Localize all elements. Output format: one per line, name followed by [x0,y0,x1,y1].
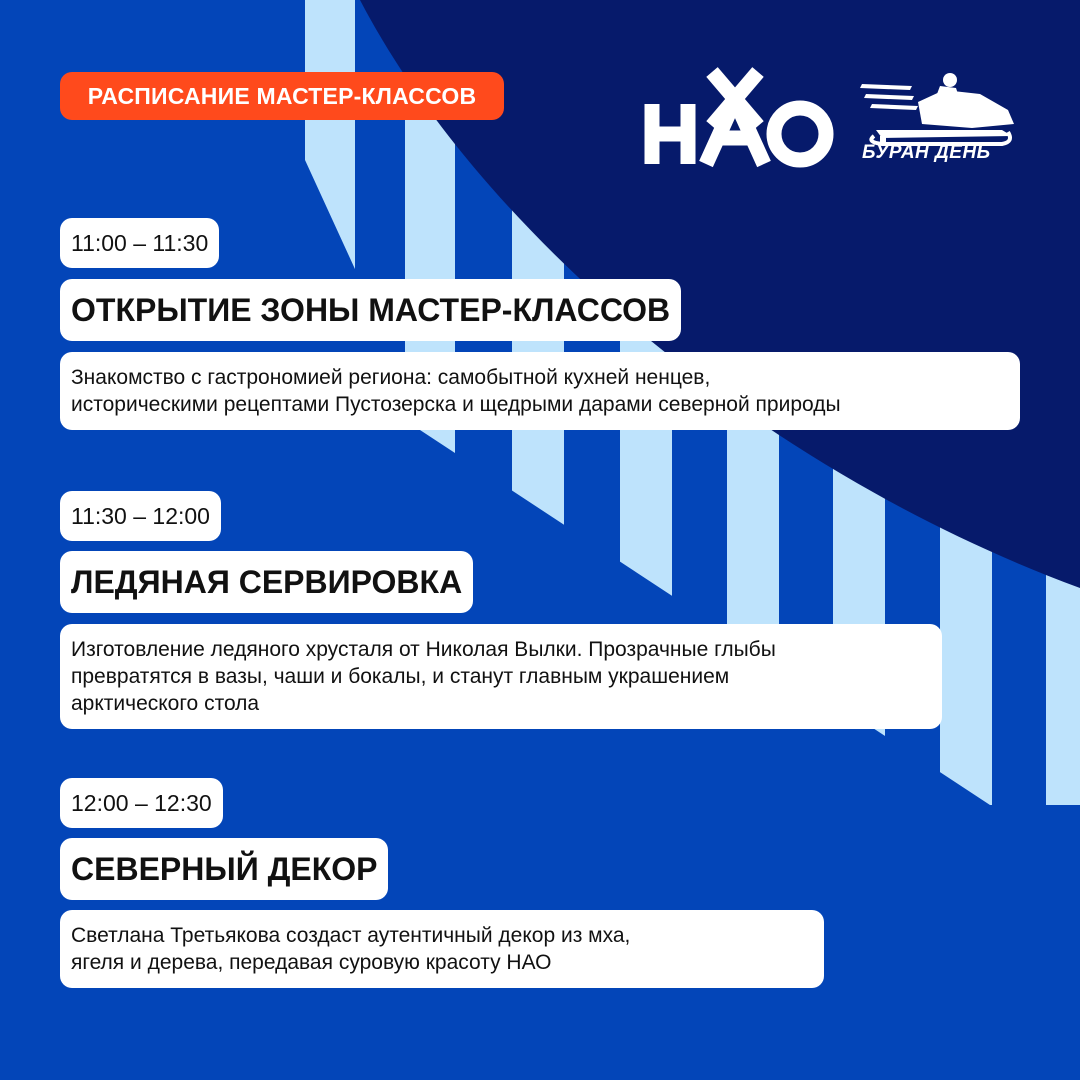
session-2-description [60,624,942,729]
session-1-description-line: Знакомство с гастрономией региона: самобытной кухней ненцев, [71,366,711,389]
session-1-time: 11:00 – 11:30 [60,218,219,268]
session-3-description-line: Светлана Третьякова создаст аутентичный декор из мха, [71,924,631,947]
schedule-badge: РАСПИСАНИЕ МАСТЕР-КЛАССОВ [60,72,504,120]
session-3-title: СЕВЕРНЫЙ ДЕКОР [60,838,388,900]
session-2-title: ЛЕДЯНАЯ СЕРВИРОВКА [60,551,473,613]
session-2-description-line: превратятся в вазы, чаши и бокалы, и станут главным украшением [71,665,730,688]
session-1-description-line: историческими рецептами Пустозерска и щедрыми дарами северной природы [71,393,841,416]
buran-logo-text: БУРАН ДЕНЬ [862,142,991,163]
session-1-title: ОТКРЫТИЕ ЗОНЫ МАСТЕР-КЛАССОВ [60,279,681,341]
session-3-description [60,910,824,988]
session-2-description-line: арктического стола [71,692,260,715]
session-1-description [60,352,1020,430]
session-3-time: 12:00 – 12:30 [60,778,223,828]
nao-logo [640,66,834,174]
session-2-description-line: Изготовление ледяного хрусталя от Николая Вылки. Прозрачные глыбы [71,638,776,661]
session-3-description-line: ягеля и дерева, передавая суровую красоту НАО [71,951,552,974]
session-2-time: 11:30 – 12:00 [60,491,221,541]
